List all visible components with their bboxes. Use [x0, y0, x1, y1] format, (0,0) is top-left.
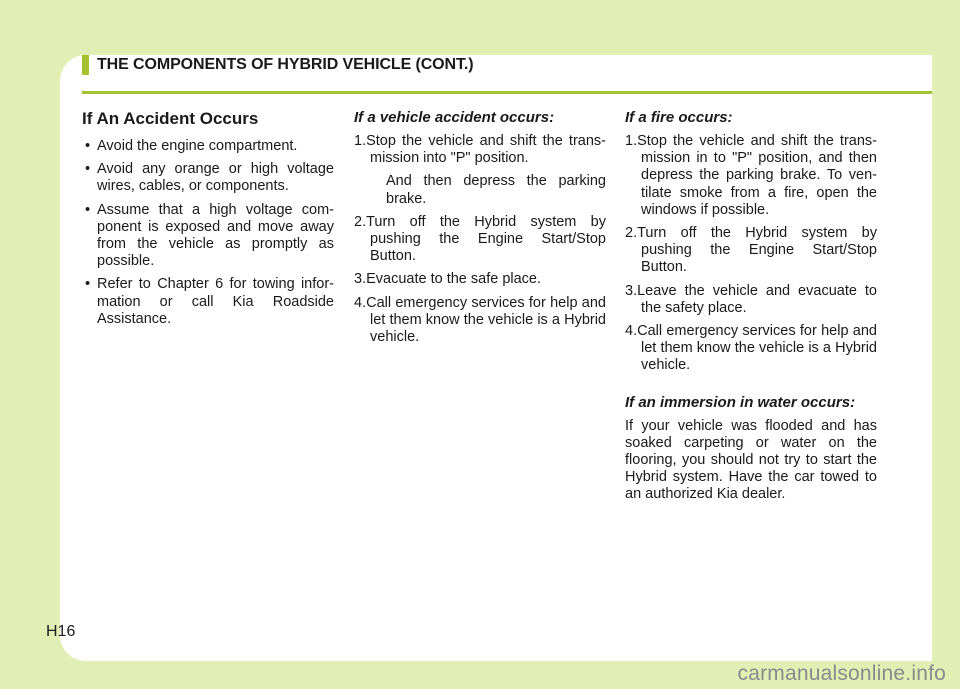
- column-accident-overview: [82, 108, 334, 334]
- list-item: 3.Evacuate to the safe place.: [354, 271, 542, 288]
- section-title: THE COMPONENTS OF HYBRID VEHICLE (CONT.): [97, 56, 474, 73]
- list-item: 2.Turn off the Hybrid system by pushing the Engine Start/Stop Button.: [354, 213, 606, 265]
- list-item: 3.Leave the vehicle and evacuate to the safety place.: [625, 282, 877, 316]
- list-item: • Avoid any orange or high voltage wires, cables, or components.: [82, 161, 334, 195]
- list-item: • Assume that a high voltage com- ponent is exposed and move away from the vehicle as promptly as possible.: [82, 202, 334, 271]
- spacer: [625, 381, 877, 393]
- vehicle-accident-heading: If a vehicle accident occurs:: [354, 109, 555, 126]
- step-extra-text: And then depress the parking brake.: [386, 173, 606, 207]
- list-item: • Refer to Chapter 6 for towing infor- mation or call Kia Roadside Assistance.: [82, 276, 334, 328]
- step-text: 1.Stop the vehicle and shift the trans- mission into "P" position.: [354, 133, 606, 167]
- watermark-text: carmanualsonline.info: [737, 662, 946, 685]
- header-rule: [82, 91, 932, 94]
- list-item: • Avoid the engine compartment.: [82, 138, 334, 155]
- column-fire: [625, 108, 877, 504]
- list-item: 4.Call emergency services for help and let them know the vehicle is a Hybrid vehicle.: [625, 323, 877, 374]
- vehicle-accident-steps: [354, 133, 606, 346]
- page-number: H16: [46, 623, 76, 640]
- list-item: 2.Turn off the Hybrid system by pushing the Engine Start/Stop Button.: [625, 225, 877, 276]
- list-item: 4.Call emergency services for help and let them know the vehicle is a Hybrid vehicle.: [354, 294, 606, 346]
- list-item: [354, 133, 606, 208]
- header-accent-bar: [82, 55, 89, 75]
- immersion-paragraph: If your vehicle was flooded and has soaked carpeting or water on the flooring, you should not try to start the Hybrid system. Have the car towed to an authorized Kia dealer.: [625, 417, 877, 503]
- immersion-heading: If an immersion in water occurs:: [625, 393, 856, 411]
- fire-steps: [625, 133, 877, 375]
- column-vehicle-accident: [354, 108, 606, 352]
- accident-bullet-list: [82, 138, 334, 328]
- list-item: 1.Stop the vehicle and shift the trans- mission in to "P" position, and then depress the parking brake. To ven- tilate smoke from a fire, open the windows if possible.: [625, 133, 877, 218]
- fire-heading: If a fire occurs:: [625, 109, 733, 126]
- accident-heading: If An Accident Occurs: [82, 109, 259, 128]
